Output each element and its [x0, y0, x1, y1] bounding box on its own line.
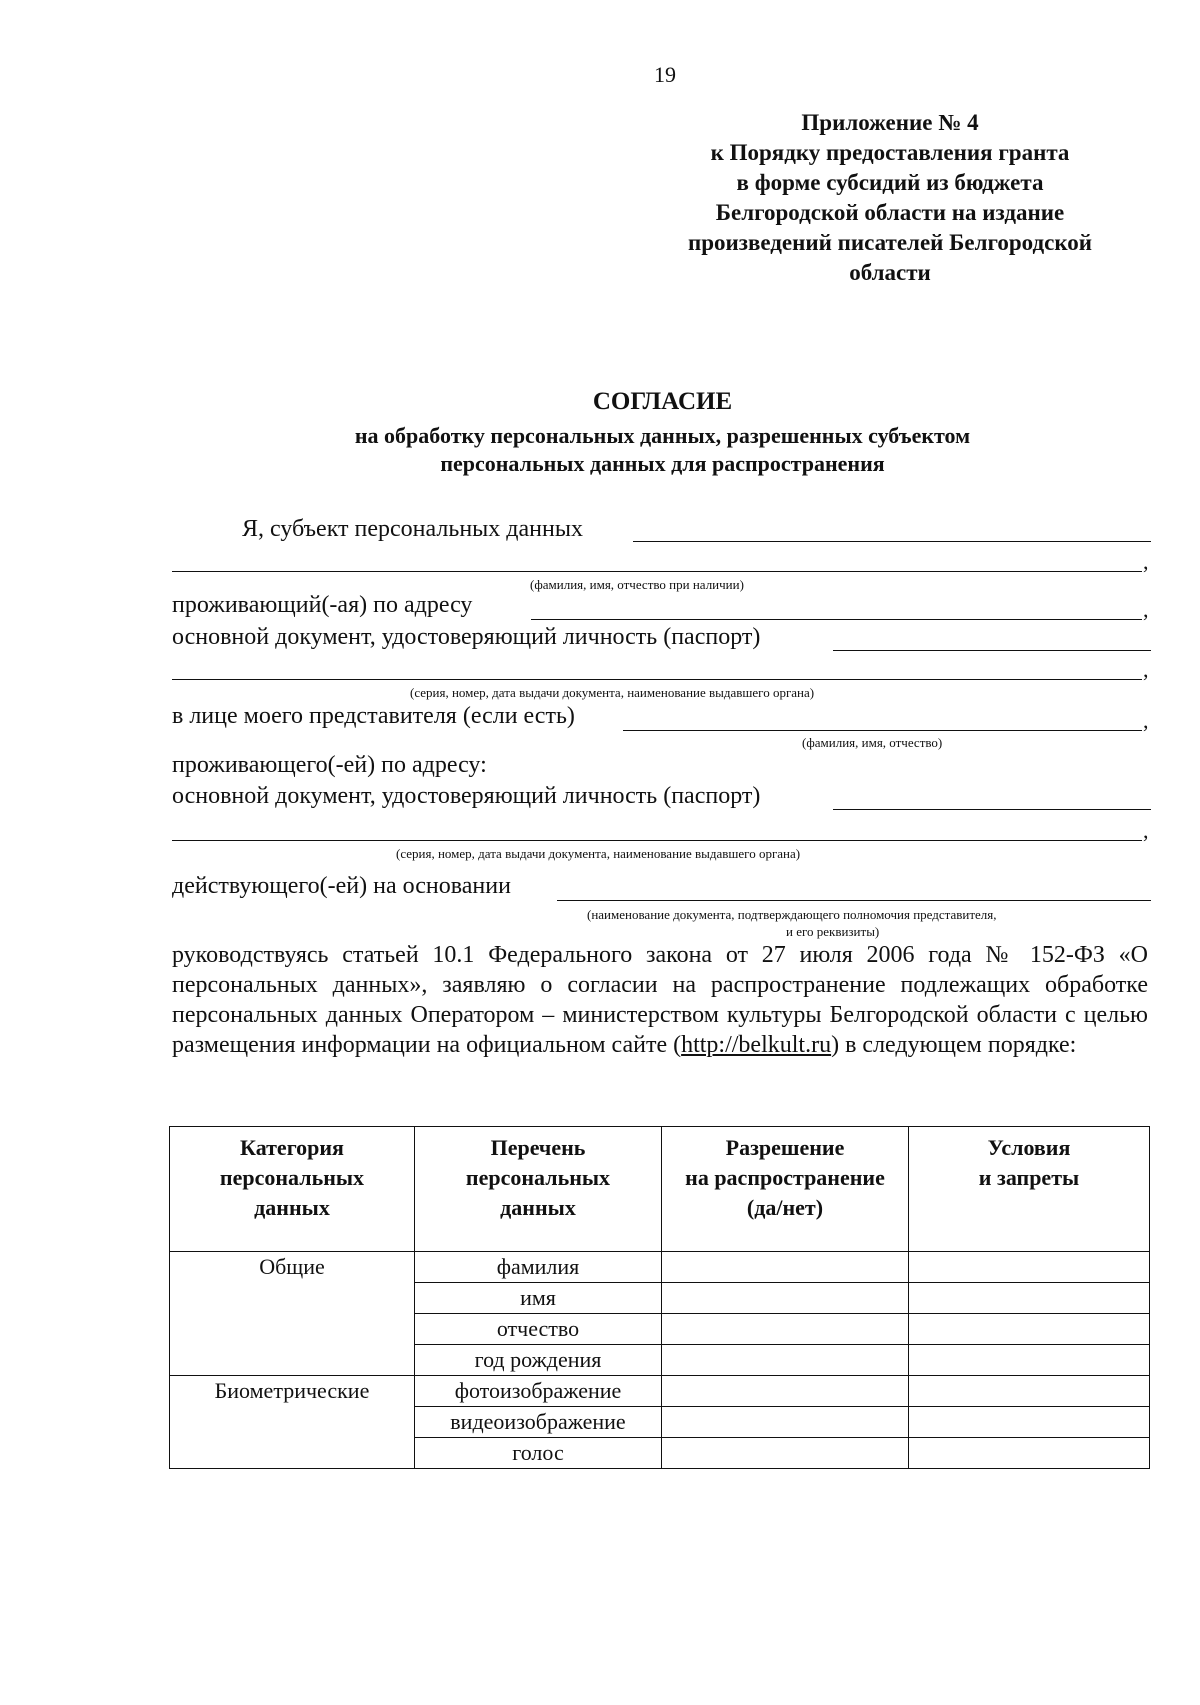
representative-label: в лице моего представителя (если есть) — [172, 703, 575, 729]
permission-cell[interactable] — [662, 1252, 909, 1283]
conditions-cell[interactable] — [909, 1376, 1150, 1407]
item-cell: видеоизображение — [415, 1407, 662, 1438]
basis-caption-2: и его реквизиты) — [786, 924, 880, 939]
conditions-cell[interactable] — [909, 1283, 1150, 1314]
header-permission: Разрешение на распространение (да/нет) — [662, 1127, 909, 1252]
representative-document-field[interactable] — [833, 809, 1151, 810]
permission-cell[interactable] — [662, 1438, 909, 1469]
page-number: 19 — [654, 62, 676, 87]
permission-cell[interactable] — [662, 1314, 909, 1345]
subtitle-line-1: на обработку персональных данных, разрешенных субъектом — [354, 423, 971, 448]
comma: , — [1143, 657, 1149, 682]
paragraph-text: руководствуясь статьей 10.1 Федерального закона от 27 июля 2006 года № 152-ФЗ «О персональных данных», заявляю о согласии на распространение подлежащих обработке персональных данных Оператором – министерством культуры Белгородской области с целью размещения информации на официальном сайте ( — [172, 942, 1148, 1058]
item-cell: фотоизображение — [415, 1376, 662, 1407]
document-subtitle — [170, 422, 1155, 478]
representative-address-label: проживающего(-ей) по адресу: — [172, 752, 487, 778]
table-header-row — [170, 1127, 1150, 1252]
address-label: проживающий(-ая) по адресу — [172, 592, 473, 618]
appendix-line: к Порядку предоставления гранта — [710, 140, 1070, 165]
appendix-line: Приложение № 4 — [801, 110, 979, 135]
comma: , — [1143, 708, 1149, 733]
header-category: Категория персональных данных — [170, 1127, 415, 1252]
item-cell: имя — [415, 1283, 662, 1314]
document-caption: (серия, номер, дата выдачи документа, наименование выдавшего органа) — [410, 685, 815, 700]
item-cell: отчество — [415, 1314, 662, 1345]
comma: , — [1143, 549, 1149, 574]
item-cell: голос — [415, 1438, 662, 1469]
conditions-cell[interactable] — [909, 1314, 1150, 1345]
permission-cell[interactable] — [662, 1283, 909, 1314]
conditions-cell[interactable] — [909, 1407, 1150, 1438]
basis-field[interactable] — [557, 900, 1151, 901]
appendix-header — [660, 108, 1120, 288]
subject-name-field[interactable] — [633, 541, 1151, 542]
category-cell: Биометрические — [170, 1376, 415, 1469]
conditions-cell[interactable] — [909, 1345, 1150, 1376]
table-row — [170, 1376, 1150, 1407]
conditions-cell[interactable] — [909, 1438, 1150, 1469]
permission-cell[interactable] — [662, 1345, 909, 1376]
address-field[interactable] — [531, 619, 1142, 620]
basis-caption: (наименование документа, подтверждающего полномочия представителя, — [587, 907, 997, 922]
header-conditions: Условия и запреты — [909, 1127, 1150, 1252]
consent-paragraph — [172, 940, 1148, 1060]
appendix-line: в форме субсидий из бюджета — [736, 170, 1044, 195]
consent-table — [169, 1126, 1150, 1469]
subject-label: Я, субъект персональных данных — [242, 516, 583, 542]
representative-document-caption: (серия, номер, дата выдачи документа, наименование выдавшего органа) — [396, 846, 801, 861]
representative-document-field-continued[interactable] — [172, 840, 1142, 841]
belkult-link[interactable]: http://belkult.ru — [681, 1032, 832, 1058]
document-label: основной документ, удостоверяющий личность (паспорт) — [172, 624, 761, 650]
subtitle-line-2: персональных данных для распространения — [440, 451, 885, 476]
appendix-line: произведений писателей Белгородской — [687, 230, 1093, 255]
permission-cell[interactable] — [662, 1407, 909, 1438]
table-row — [170, 1252, 1150, 1283]
item-cell: фамилия — [415, 1252, 662, 1283]
document-field[interactable] — [833, 650, 1151, 651]
document-title: СОГЛАСИЕ — [592, 388, 733, 415]
document-field-continued[interactable] — [172, 679, 1142, 680]
paragraph-text-end: ) в следующем порядке: — [831, 1032, 1077, 1058]
item-cell: год рождения — [415, 1345, 662, 1376]
permission-cell[interactable] — [662, 1376, 909, 1407]
basis-label: действующего(-ей) на основании — [172, 873, 511, 899]
header-list: Перечень персональных данных — [415, 1127, 662, 1252]
name-caption: (фамилия, имя, отчество при наличии) — [530, 577, 744, 592]
comma: , — [1143, 818, 1149, 843]
representative-field[interactable] — [623, 730, 1142, 731]
conditions-cell[interactable] — [909, 1252, 1150, 1283]
representative-caption: (фамилия, имя, отчество) — [802, 735, 943, 750]
subject-name-field-continued[interactable] — [172, 571, 1142, 572]
representative-document-label: основной документ, удостоверяющий личность (паспорт) — [172, 783, 761, 809]
category-cell: Общие — [170, 1252, 415, 1376]
appendix-line: Белгородской области на издание — [715, 200, 1065, 225]
comma: , — [1143, 597, 1149, 622]
appendix-line: области — [849, 260, 931, 285]
